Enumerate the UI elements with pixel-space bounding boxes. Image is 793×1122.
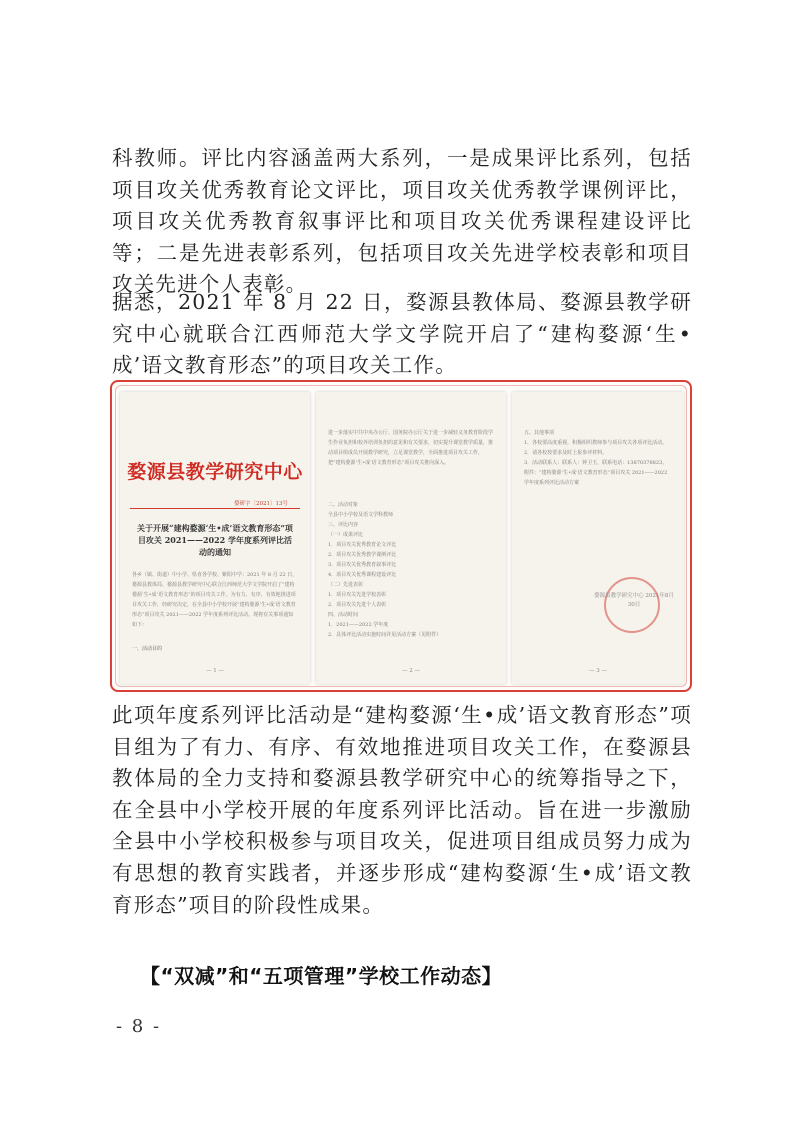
list-item: 3．项目攻关优秀教育叙事评比 [328,562,397,568]
document-photo [110,380,692,692]
list-item: 五、其他事项 [524,430,555,436]
list-item: （一）成果评比 [328,532,364,538]
notice-list [524,428,672,488]
list-item: 2．请各校按要求及时上报参评材料。 [524,450,608,456]
list-item: 3．活动联系人：联系人：钟卫玉，联系电话：13870378823。 [524,460,668,466]
page-number: - 8 - [116,1016,162,1037]
list-item: 二、活动对象 [328,502,359,508]
list-item: 1．各校要高度重视，积极组织教师参与项目攻关各项评比活动。 [524,440,668,446]
notice-section-heading: 一、活动目的 [132,646,163,652]
notice-page-1 [120,392,310,684]
list-item: 1．2021——2022 学年度 [328,622,389,628]
list-item: 附件：“建构婺源‘生•成’语文教育形态”项目攻关 2021——2022 学年度系列评比活动方案 [524,470,668,486]
list-item: 全县中小学校及语文学科教师 [328,512,394,518]
body-paragraph-3: 此项年度系列评比活动是“建构婺源‘生•成’语文教育形态”项目组为了有力、有序、有效地推进项目攻关工作，在婺源县教体局的全力支持和婺源县教学研究中心的统筹指导之下，在全县中小学校开展的年度系列评比活动。旨在进一步激励全县中小学校积极参与项目攻关，促进项目组成员努力成为有思想的教育实践者，并逐步形成“建构婺源‘生•成’语文教育形态”项目的阶段性成果。 [112,703,692,917]
notice-title: 关于开展“建构婺源‘生•成’语文教育形态”项目攻关 2021——2022 学年度系列评比活动的通知 [137,523,293,557]
notice-body-text: 各乡（镇、街道）中小学、県直各学校、紫阳中学：2021 年 8 月 22 日，婺源县教体局、婺源县教学研究中心联合江西师范大学文学院开启了“建构婺源‘生•成’语文教育形态”的项目攻关工作。为有力、有序、有效地推进项目攻关工作，经研究决定，在全县中小学校开展“建构婺源‘生•成’语文教育形态”项目攻关 2021——2022 学年度系列评比活动。现将有关事项通知如下： [132,572,298,628]
issuer-name: 婺源县教学研究中心 [127,461,303,483]
body-paragraph-2: 据悉，2021 年 8 月 22 日，婺源县教体局、婺源县教学研究中心就联合江西师范大学文学院开启了“建构婺源‘生•成’语文教育形态”的项目攻关工作。 [112,290,692,378]
list-item: 1．项目攻关先进学校表彰 [328,592,387,598]
list-item: 2．具体评比活动实施时间详见活动方案（见附件） [328,632,442,638]
seal-signature: 婺源县教学研究中心 2021年8月30日 [594,593,674,608]
sheet-page-number: — 2 — [402,668,420,674]
list-item: 四、活动时间 [328,612,359,618]
notice-page-3 [512,392,684,684]
red-rule [130,508,300,509]
section-heading: 【“双减”和“五项管理”学校工作动态】 [140,964,503,988]
list-item: 4．项目攻关优秀课程建设评比 [328,572,397,578]
list-item: 2．项目攻关先进个人表彰 [328,602,387,608]
body-paragraph-1: 科教师。评比内容涵盖两大系列，一是成果评比系列，包括项目攻关优秀教育论文评比，项目攻关优秀教学课例评比，项目攻关优秀教育叙事评比和项目攻关优秀课程建设评比等；二是先进表彰系列，包括项目攻关先进学校表彰和项目攻关先进个人表彰。 [112,146,692,297]
list-item: 1．项目攻关优秀教育论文评比 [328,542,397,548]
notice-page-2 [316,392,506,684]
sheet-page-number: — 1 — [206,668,224,674]
list-item: 2．项目攻关优秀教学课例评比 [328,552,397,558]
document-number: 婺研字〔2021〕13号 [234,501,288,507]
notice-list [328,500,494,640]
list-item: 三、评比内容 [328,522,359,528]
list-item: （二）先进表彰 [328,582,364,588]
notice-body-text: 进一步落实中共中央办公厅、国务院办公厅关于进一步减轻义务教育阶段学生作业负担和校外培训负担的意见和有关要求，切实提升课堂教学质量，推动项目组成员开展教学研究，立足课堂教学，全面推进项目攻关工作，把“建构婺源‘生•成’语文教育形态”项目攻关推向深入。 [328,430,494,466]
sheet-page-number: — 3 — [589,668,607,674]
